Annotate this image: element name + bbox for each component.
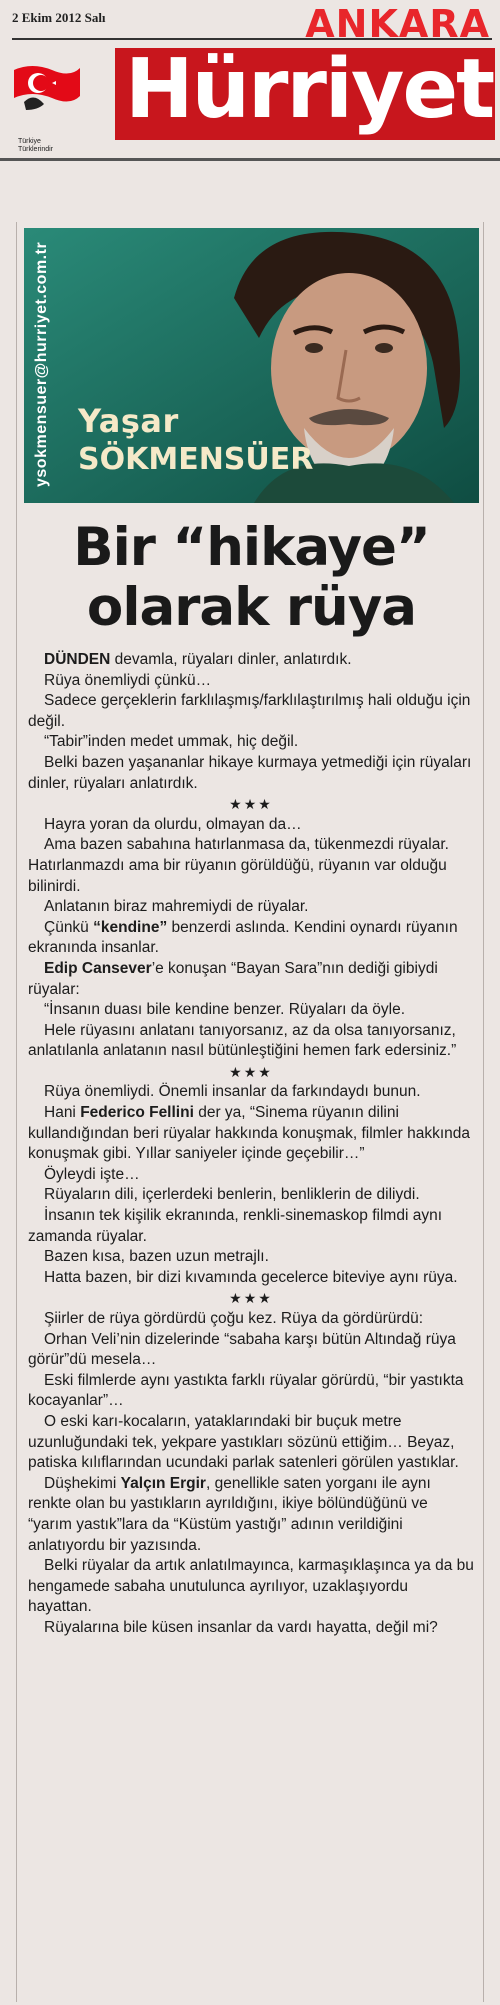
author-email-text: ysokmensuer@hurriyet.com.tr [33,241,50,487]
section-separator: ★★★ [229,796,273,813]
paragraph: Orhan Veli’nin dizelerinde “sabaha karşı bütün Altındağ rüya görür”dü mesela… [28,1330,456,1369]
paragraph: Rüyalarına bile küsen insanlar da vardı hayatta, değil mi? [44,1618,438,1636]
paragraph [28,1103,474,1165]
paragraph: Belki bazen yaşananlar hikaye kurmaya yetmediği için rüyaları dinler, rüyaları anlatırdık. [28,753,472,792]
paragraph [28,650,474,671]
slogan-line-1: Türkiye [18,138,41,145]
masthead-bottom-rule [0,158,500,161]
paragraph-text: der ya, “Sinema rüyanın dilini kullandığından beri rüyalar hakkında konuşmak, filmler hakkında konuşmak gibi. Yıllar saniyeler içinde geçebilir…” [28,1104,470,1163]
paragraph: Rüya önemliydi çünkü… [44,671,212,689]
paragraph: Ama bazen sabahına hatırlanmasa da, tükenmezdi rüyalar. Hatırlanmazdı ama bir rüyanın görüldüğü, rüyanın var olduğu bilinirdi. [28,836,449,895]
slogan-line-2: Türklerindir [18,146,54,153]
paragraph-text: , genellikle saten yorganı ile aynı renkte olan bu yastıkların ayrıldığını, ikiye bölündüğünü ve “yarım yastık”lara da “Küstüm yastığı” adının verildiğini anlatıyordu bir yazısında. [28,1474,431,1554]
paragraph [28,959,474,1000]
paragraph: Anlatanın biraz mahremiydi de rüyalar. [44,898,309,916]
person-name: Yalçın Ergir [120,1474,206,1492]
paragraph: Hayra yoran da olurdu, olmayan da… [44,815,302,833]
paragraph-text: Düşhekimi [44,1474,121,1492]
paragraph: Eski filmlerde aynı yastıkta farklı rüyalar görürdü, “bir yastıkta kocayanlar”… [28,1371,464,1410]
article-title-line-2: olarak rüya [86,577,417,638]
drop-lead: DÜNDEN [44,651,111,668]
issue-date: 2 Ekim 2012 Salı [12,10,106,25]
person-name: Federico Fellini [80,1104,194,1122]
paragraph-text: benzerdi aslında. Kendini oynardı rüyanın ekranında insanlar. [28,918,458,957]
paragraph: Öyleydi işte… [44,1165,140,1183]
masthead [0,0,500,160]
turkish-flag-icon [12,62,82,112]
paragraph: Bazen kısa, bazen uzun metrajlı. [44,1248,269,1266]
paragraph: O eski karı-kocaların, yataklarındaki bir buçuk metre uzunluğundaki tek, yekpare yastıkları sözünü ettiğim… Beyaz, patiska kılıflarından ucundaki parlak satenleri görülen yastıklar. [28,1412,459,1472]
paragraph [28,1474,474,1556]
paragraph-text: devamla, rüyaları dinler, anlatırdık. [110,651,352,668]
section-separator: ★★★ [229,1290,273,1307]
paragraph [28,918,474,959]
author-email [24,228,54,503]
paragraph: Rüyaların dili, içerlerdeki benlerin, benliklerin de diliydi. [44,1186,420,1204]
article-title-line-1: Bir “hikaye” [73,517,430,578]
section-separator: ★★★ [229,1063,273,1080]
paragraph-text: Çünkü [44,918,94,936]
slogan [18,138,53,154]
paragraph: Belki rüyalar da artık anlatılmayınca, karmaşıklaşınca ya da bu hengamede sabaha unutulunca ayrılıyor, uzaklaşıyordu hayattan. [28,1557,474,1616]
paragraph-text: Hani [44,1104,81,1122]
paragraph: Hatta bazen, bir dizi kıvamında gecelerce biteviye aynı rüya. [44,1268,458,1286]
paragraph: Rüya önemliydi. Önemli insanlar da farkındaydı bunun. [44,1083,421,1101]
emphasis: “kendine” [93,918,168,936]
article-body [28,650,474,1639]
newspaper-logo: Hürriyet [125,42,494,137]
article-title [24,518,479,638]
edition-city: ANKARA [305,2,490,46]
paragraph: Hele rüyasını anlatanı tanıyorsanız, az da olsa tanıyorsanız, anlatılanla anlatanın nasıl bütünleştiğini hemen fark edersiniz.” [28,1021,457,1060]
author-first-name: Yaşar [78,402,179,440]
paragraph: İnsanın tek kişilik ekranında, renkli-sinemaskop filmdi aynı zamanda rüyalar. [28,1207,443,1245]
author-last-name: SÖKMENSÜER [78,442,314,477]
paragraph: “İnsanın duası bile kendine benzer. Rüyaları da öyle. [44,1001,406,1019]
paragraph-text: ’e konuşan “Bayan Sara”nın dediği gibiydi rüyalar: [28,959,438,998]
paragraph: Sadece gerçeklerin farklılaşmış/farklılaştırılmış hali olduğu için değil. [28,692,471,730]
person-name: Edip Cansever [44,959,152,977]
paragraph: “Tabir”inden medet ummak, hiç değil. [44,733,299,751]
paragraph: Şiirler de rüya gördürdü çoğu kez. Rüya da gördürürdü: [44,1310,424,1327]
